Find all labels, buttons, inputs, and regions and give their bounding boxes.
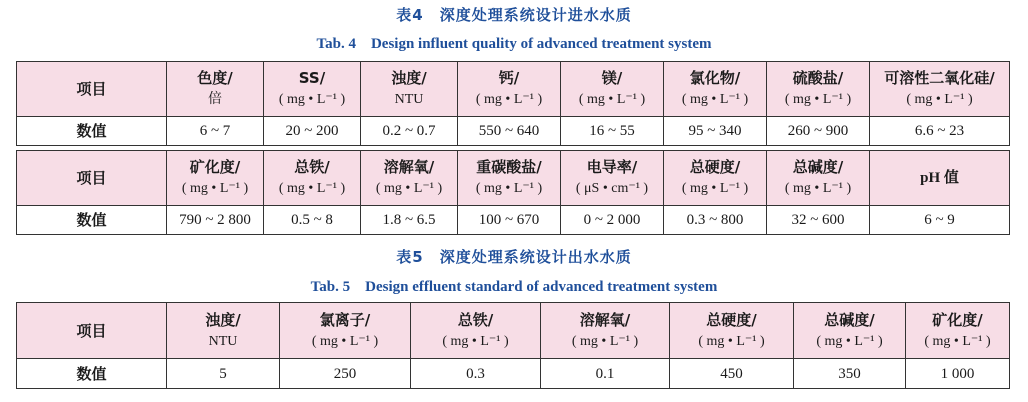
table5-caption-en: Tab. 5 Design effluent standard of advanced treatment system <box>310 279 718 295</box>
header-cell: 总硬度/ ( mg • L⁻¹ ) <box>670 303 794 359</box>
header-cell: 总碱度/ ( mg • L⁻¹ ) <box>767 151 870 206</box>
header-cell: 溶解氧/ ( mg • L⁻¹ ) <box>541 303 670 359</box>
header-cell-ph: pH 值 <box>870 151 1010 206</box>
row-label-header: 项目 <box>17 62 167 117</box>
row-label-value: 数值 <box>17 206 167 235</box>
value-cell: 32 ~ 600 <box>767 206 870 235</box>
effluent-standard-table <box>16 302 1010 389</box>
row-label-value: 数值 <box>17 359 167 389</box>
header-cell: 浊度/ NTU <box>167 303 280 359</box>
table4-caption-cn: 表4 深度处理系统设计进水水质 <box>396 6 632 24</box>
header-cell: 色度/ 倍 <box>167 62 264 117</box>
header-cell: 氯化物/ ( mg • L⁻¹ ) <box>664 62 767 117</box>
influent-quality-table <box>16 61 1010 235</box>
value-cell: 6 ~ 7 <box>167 117 264 146</box>
value-cell: 550 ~ 640 <box>458 117 561 146</box>
value-cell: 790 ~ 2 800 <box>167 206 264 235</box>
value-cell: 350 <box>794 359 906 389</box>
value-cell: 16 ~ 55 <box>561 117 664 146</box>
header-cell: 钙/ ( mg • L⁻¹ ) <box>458 62 561 117</box>
header-cell: 浊度/ NTU <box>361 62 458 117</box>
table4-value-row-2 <box>17 206 1010 235</box>
row-label-value: 数值 <box>17 117 167 146</box>
header-cell: 总铁/ ( mg • L⁻¹ ) <box>411 303 541 359</box>
header-cell: 总硬度/ ( mg • L⁻¹ ) <box>664 151 767 206</box>
value-cell: 1 000 <box>906 359 1010 389</box>
header-cell: 电导率/ ( μS • cm⁻¹ ) <box>561 151 664 206</box>
header-cell: 矿化度/ ( mg • L⁻¹ ) <box>167 151 264 206</box>
value-cell: 95 ~ 340 <box>664 117 767 146</box>
value-cell: 250 <box>280 359 411 389</box>
row-label-header: 项目 <box>17 303 167 359</box>
table4-header-row-2 <box>17 151 1010 206</box>
header-cell: 硫酸盐/ ( mg • L⁻¹ ) <box>767 62 870 117</box>
header-cell: 氯离子/ ( mg • L⁻¹ ) <box>280 303 411 359</box>
value-cell: 6.6 ~ 23 <box>870 117 1010 146</box>
header-cell: SS/ ( mg • L⁻¹ ) <box>264 62 361 117</box>
value-cell: 20 ~ 200 <box>264 117 361 146</box>
value-cell: 0.3 <box>411 359 541 389</box>
value-cell: 100 ~ 670 <box>458 206 561 235</box>
table5-value-row <box>17 359 1010 389</box>
value-cell: 6 ~ 9 <box>870 206 1010 235</box>
value-cell: 0.1 <box>541 359 670 389</box>
header-cell: 可溶性二氧化硅/ ( mg • L⁻¹ ) <box>870 62 1010 117</box>
table4-header-row-1 <box>17 62 1010 117</box>
value-cell: 5 <box>167 359 280 389</box>
header-cell: 溶解氧/ ( mg • L⁻¹ ) <box>361 151 458 206</box>
header-cell: 矿化度/ ( mg • L⁻¹ ) <box>906 303 1010 359</box>
header-cell: 重碳酸盐/ ( mg • L⁻¹ ) <box>458 151 561 206</box>
header-cell: 总铁/ ( mg • L⁻¹ ) <box>264 151 361 206</box>
header-cell: 总碱度/ ( mg • L⁻¹ ) <box>794 303 906 359</box>
value-cell: 0 ~ 2 000 <box>561 206 664 235</box>
value-cell: 260 ~ 900 <box>767 117 870 146</box>
table4-value-row-1 <box>17 117 1010 146</box>
table4-caption-en: Tab. 4 Design influent quality of advanced treatment system <box>316 36 712 52</box>
value-cell: 450 <box>670 359 794 389</box>
value-cell: 0.3 ~ 800 <box>664 206 767 235</box>
value-cell: 1.8 ~ 6.5 <box>361 206 458 235</box>
value-cell: 0.5 ~ 8 <box>264 206 361 235</box>
table5-caption-cn: 表5 深度处理系统设计出水水质 <box>396 248 632 266</box>
table5-header-row <box>17 303 1010 359</box>
header-cell: 镁/ ( mg • L⁻¹ ) <box>561 62 664 117</box>
value-cell: 0.2 ~ 0.7 <box>361 117 458 146</box>
row-label-header: 项目 <box>17 151 167 206</box>
